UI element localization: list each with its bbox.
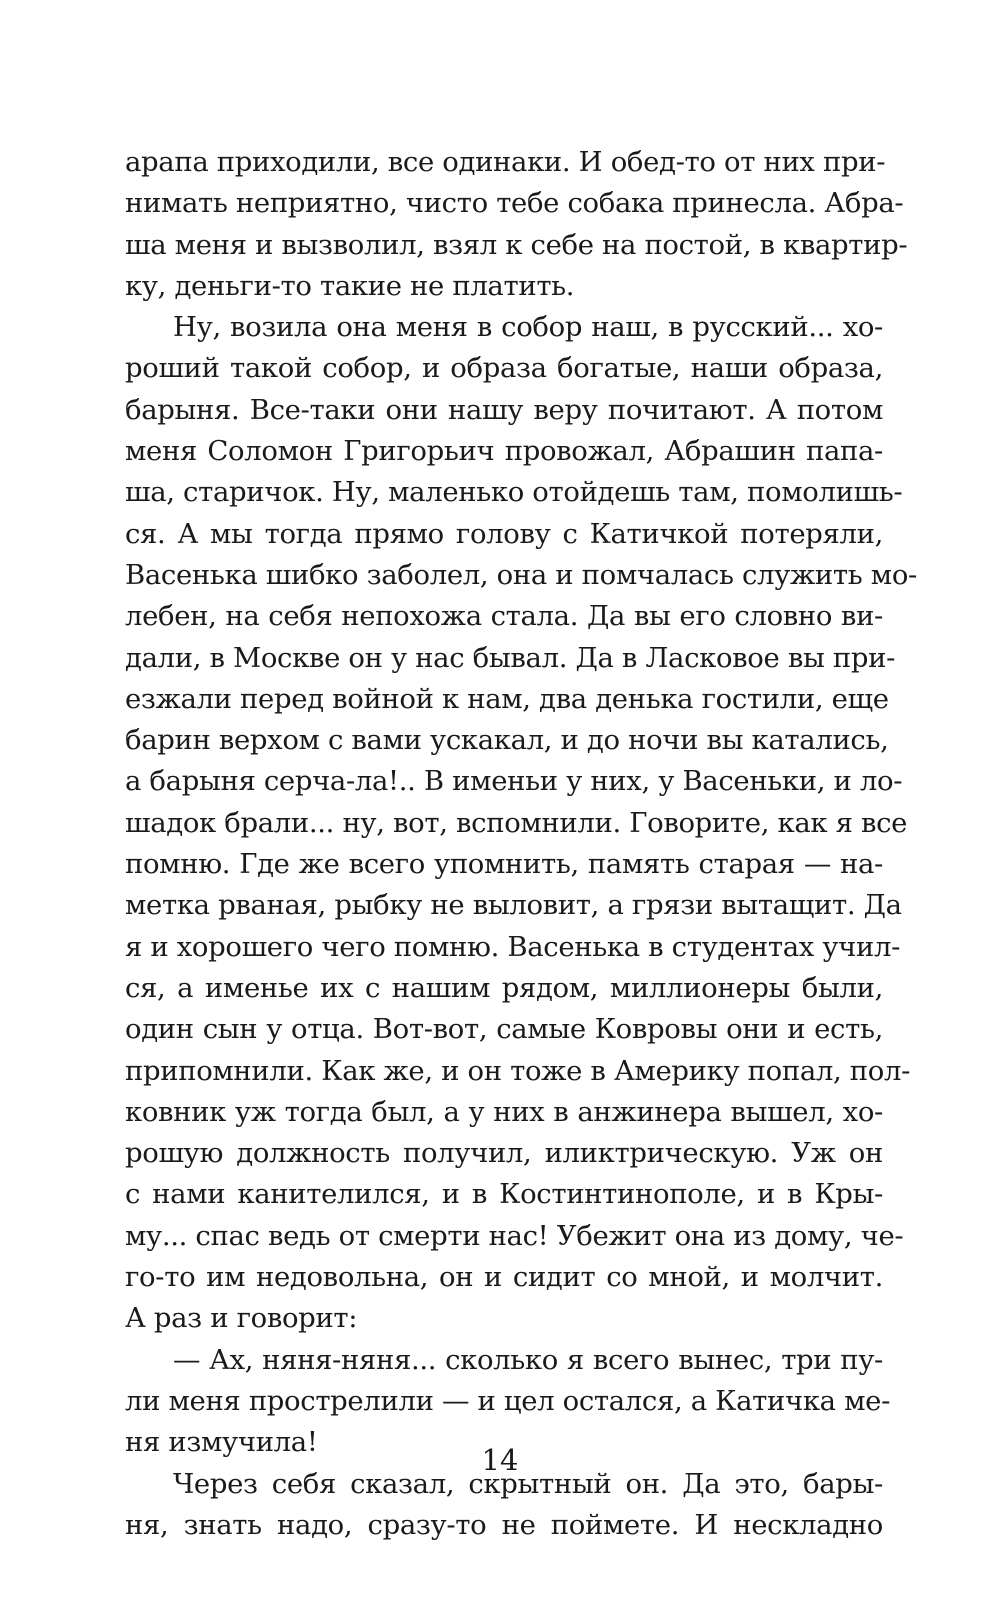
body-text [125,142,917,1546]
text-line: ша, старичок. Ну, маленько отойдешь там, помолишь- [125,476,903,509]
text-line: лебен, на себя непохожа стала. Да вы его словно ви- [125,600,883,633]
text-line: го-то им недовольна, он и сидит со мной, и молчит. [125,1261,883,1294]
text-line: а барыня серча-ла!.. В именьи у них, у Васеньки, и ло- [125,765,903,798]
text-line: А раз и говорит: [125,1302,358,1335]
text-line: припомнили. Как же, и он тоже в Америку попал, пол- [125,1054,911,1087]
text-line: нимать неприятно, чисто тебе собака принесла. Абра- [125,187,904,220]
text-line: ся. А мы тогда прямо голову с Катичкой потеряли, [125,517,883,550]
text-line: один сын у отца. Вот-вот, самые Ковровы они и есть, [125,1013,883,1046]
text-line: Васенька шибко заболел, она и помчалась служить мо- [125,558,917,591]
text-line: барин верхом с вами ускакал, и до ночи вы катались, [125,724,889,757]
text-line: ня измучила! [125,1426,318,1459]
text-line: метка рваная, рыбку не выловит, а грязи вытащит. Да [125,889,902,922]
text-line: барыня. Все-таки они нашу веру почитают. А потом [125,393,883,426]
text-line: езжали перед войной к нам, два денька гостили, еще [125,682,889,715]
text-line: — Ах, няня-няня... сколько я всего вынес, три пу- [173,1343,883,1376]
text-line: шадок брали... ну, вот, вспомнили. Говорите, как я все [125,806,908,839]
text-line: ша меня и вызволил, взял к себе на постой, в квартир- [125,228,908,261]
page-number: 14 [481,1443,519,1477]
text-line: меня Соломон Григорьич провожал, Абрашин папа- [125,435,883,468]
text-line: ня, знать надо, сразу-то не поймете. И нескладно [125,1508,883,1541]
text-line: Ну, возила она меня в собор наш, в русский... хо- [173,311,883,344]
text-line: с нами канителился, и в Костинтинополе, и в Кры- [125,1178,883,1211]
text-line: дали, в Москве он у нас бывал. Да в Ласковое вы при- [125,641,896,674]
text-line: ся, а именье их с нашим рядом, миллионеры были, [125,971,883,1004]
text-line: роший такой собор, и образа богатые, наши образа, [125,352,883,385]
text-line: арапа приходили, все одинаки. И обед-то от них при- [125,146,886,178]
text-line: я и хорошего чего помню. Васенька в студентах учил- [125,930,901,963]
text-line: помню. Где же всего упомнить, память старая — на- [125,848,883,881]
text-line: ковник уж тогда был, а у них в анжинера вышел, хо- [125,1095,883,1128]
text-line: ку, деньги-то такие не платить. [125,269,575,302]
text-line: Через себя сказал, скрытный он. Да это, бары- [173,1467,883,1500]
text-line: ли меня прострелили — и цел остался, а Катичка ме- [125,1384,891,1417]
text-line: му... спас ведь от смерти нас! Убежит она из дому, че- [125,1219,904,1252]
text-line: рошую должность получил, иликтрическую. Уж он [125,1137,883,1170]
